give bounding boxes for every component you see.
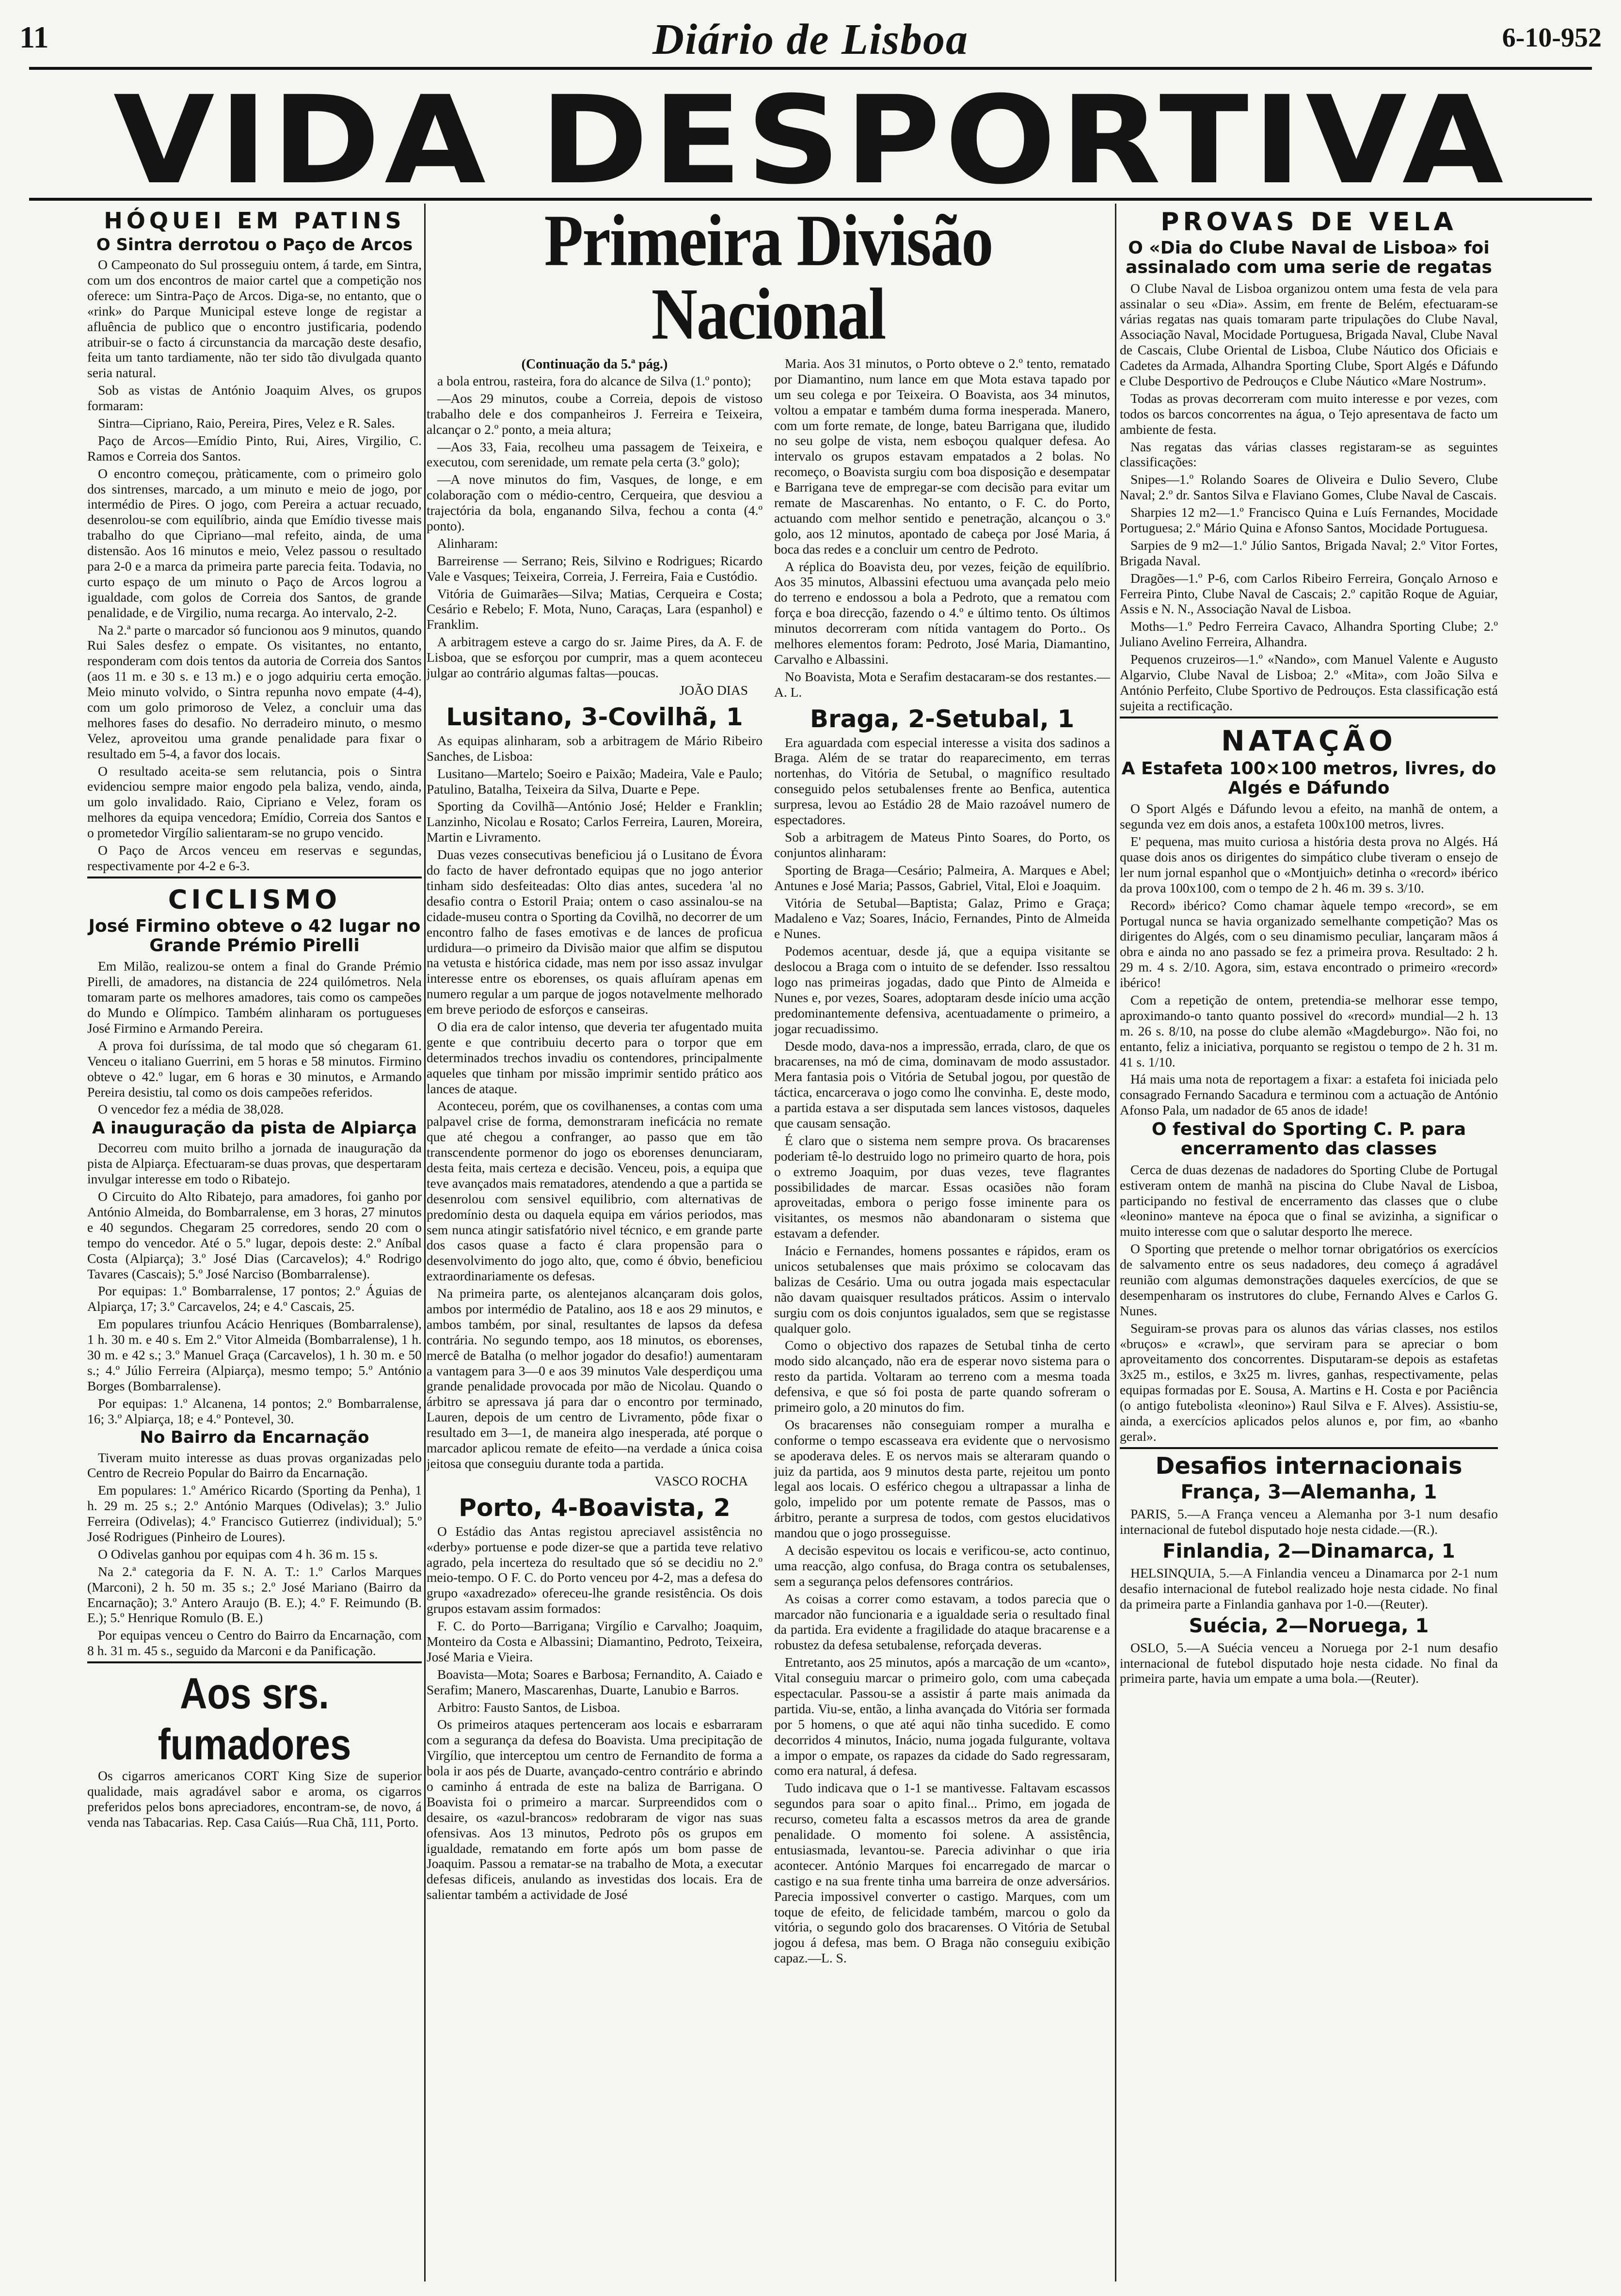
paragraph: O Paço de Arcos venceu em reservas e segundas, respectivamente por 4-2 e 6-3.	[87, 843, 422, 873]
paragraph: F. C. do Porto—Barrigana; Virgílio e Carvalho; Joaquim, Monteiro da Costa e Albassini; Diamantino, Pedroto, Teixeira, José Maria e Vieira.	[427, 1618, 763, 1664]
desafios-title: Desafios internacionais	[1155, 1452, 1462, 1480]
match-headline: Suécia, 2—Noruega, 1	[1189, 1614, 1429, 1637]
paragraph: Pequenos cruzeiros—1.º «Nando», com Manuel Valente e Augusto Algarvio, Clube Naval de Lisboa; 2.º «Mita», com João Silva e António Perfeito, Clube Sportivo de Pedrouços. Esta classificação está sujeita a rectificação.	[1120, 652, 1498, 713]
newspaper-name: Diário de Lisboa	[652, 16, 969, 64]
lusitano-headline: Lusitano, 3-Covilhã, 1	[446, 702, 743, 731]
paragraph: O resultado aceita-se sem relutancia, pois o Sintra evidenciou sempre maior engodo pela baliza, vendo, ainda, um golo invalidado. Raio, Cipriano e Velez, foram os melhores da equipa vencedora; Emídio, Correia dos Santos e o prometedor Virgílio salientaram-se no grupo vencido.	[87, 763, 422, 841]
paragraph: Record» ibérico? Como chamar àquele tempo «record», se em Portugal nunca se havia organizado semelhante competição? Mas os dirigentes do Algés, com o seu dinamismo peculiar, lançaram mãos á obra e ainda no ano passado se fez a primeira prova. Resultado: 2 h. 29 m. 4 s. 2/10. Agora, sim, estava encontrado o primeiro «record» ibérico!	[1120, 897, 1498, 990]
paragraph: A decisão espevitou os locais e verificou-se, acto continuo, uma reacção, algo confusa, do Braga contra os setubalenses, sem a segurança pelos defensores contrários.	[774, 1543, 1110, 1589]
natacao-headline: A Estafeta 100×100 metros, livres, do Algés e Dáfundo	[1121, 758, 1496, 798]
paragraph: Na primeira parte, os alentejanos alcançaram dois golos, ambos por intermédio de Patalino, aos 18 e aos 29 minutos, e ambos também, por sinal, resultantes de lapsos da defesa contrária. No segundo tempo, aos 18 minutos, os eborenses, mercê de Batalha (o melhor jogador do desafio!) aumentaram a vantagem para 3—0 e aos 39 minutos Vale desperdiçou uma grande penalidade provocada por mão de Nicolau. Quando o árbitro se apressava já para dar o encontro por terminado, Lauren, depois de um centro de Livramento, pôde fixar o resultado em 3—1, de maneira algo inesperada, até porque o marcador aplicou remate de efeito—na verdade a única coisa jeitosa que conseguiu durante toda a partida.	[427, 1286, 763, 1471]
continuation-note: (Continuação da 5.ª pág.)	[521, 357, 668, 372]
paragraph: Sporting da Covilhã—António José; Helder e Franklin; Lanzinho, Nicolau e Rosato; Carlos Ferreira, Lauren, Moreira, Martin e Livramento.	[427, 798, 763, 845]
paragraph: HELSINQUIA, 5.—A Finlandia venceu a Dinamarca por 2-1 num desafio internacional de futebol realizado hoje nesta cidade. No final da primeira parte a Finlandia ganhava por 1-0.—(Reuter).	[1120, 1565, 1498, 1611]
center-subcolumn-b	[774, 356, 1110, 1968]
paragraph: A réplica do Boavista deu, por vezes, feição de equilíbrio. Aos 35 minutos, Albassini efectuou uma avançada pelo meio do terreno e endossou a bola a Pedroto, que a rematou com força e boa direcção, fazendo o 4.º e último tento. Os últimos minutos decorreram com nítida vantagem do Porto.. Os melhores elementos foram: Pedroto, José Maria, Diamantino, Carvalho e Albassini.	[774, 558, 1110, 667]
paragraph: É claro que o sistema nem sempre prova. Os bracarenses poderiam tê-lo destruido logo no primeiro quarto de hora, pois o extremo Joaquim, por duas vezes, teve flagrantes possibilidades de marcar. Essas ocasiões não foram aproveitadas, embora o perigo fosse iminente para os visitantes, os mesmos não abandonaram o sistema que estavam a defender.	[774, 1132, 1110, 1241]
alpiarca-headline: A inauguração da pista de Alpiarça	[92, 1118, 417, 1138]
paragraph: Inácio e Fernandes, homens possantes e rápidos, eram os unicos setubalenses que mais próximo se colocavam das balizas de Cesário. Uma ou outra jogada mais espectacular não davam quaisquer resultados práticos. Assim o intervalo surgiu com os dois conjuntos igualados, sem que se registasse qualquer golo.	[774, 1243, 1110, 1336]
porto-headline: Porto, 4-Boavista, 2	[459, 1493, 731, 1522]
paragraph: Podemos acentuar, desde já, que a equipa visitante se deslocou a Braga com o intuito de se defender. Isso ressaltou logo nas primeiras jogadas, dado que Pinto de Almeida e Nunes e, por vezes, Soares, adoptaram desde início uma acção predominantemente defensiva, acentuadamente o primeiro, a jogar recuadissimo.	[774, 943, 1110, 1036]
paragraph: Na 2.ª parte o marcador só funcionou aos 9 minutos, quando Rui Sales desfez o empate. Os visitantes, no entanto, responderam com dois tentos da autoria de Correia dos Santos (aos 11 m. e 30 s. e 13 m.) e o jogo adquiriu certa emoção. Meio minuto volvido, o Sintra repunha novo empate (4-4), com um golo primoroso de Velez, a concluir uma das melhores fases do desafio. No derradeiro minuto, o mesmo Velez, aproveitou uma grande penalidade para fixar o resultado em 5-4, a favor dos locais.	[87, 622, 422, 761]
paragraph: Sintra—Cipriano, Raio, Pereira, Pires, Velez e R. Sales.	[98, 415, 395, 430]
paragraph: OSLO, 5.—A Suécia venceu a Noruega por 2-1 num desafio internacional de futebol disputado hoje nesta cidade. No final da primeira parte, havia um empate a uma bola.—(Reuter).	[1120, 1640, 1498, 1686]
issue-date: 6-10-952	[1502, 23, 1602, 53]
column-divider	[1115, 204, 1116, 2281]
paragraph: O encontro começou, pràticamente, com o primeiro golo dos sintrenses, marcado, a um minuto e meio de jogo, por intermédio de Pires. O jogo, com Pereira a actuar recuado, desenrolou-se com equilíbrio, ainda que Emídio tivesse mais trabalho do que Cipriano—mal refeito, ainda, de uma distensão. Aos 16 minutos e meio, Velez passou o resultado para 2-0 e a marca da primeira parte parecia feita. Todavia, no curto espaço de um minuto o Paço de Arcos logrou a igualdade, com golos de Correia dos Santos, de grande penalidade, e de Virgilio, numa recarga. Ao intervalo, 2-2.	[87, 465, 422, 620]
byline: JOÃO DIAS	[679, 682, 748, 698]
paragraph: Como o objectivo dos rapazes de Setubal tinha de certo modo sido alcançado, não era de esperar novo sistema para o resto da partida. Voltaram ao terreno com a mesma toada defensiva, e que só foi posta de parte quando sofreram o primeiro golo, a 20 minutos do fim.	[774, 1338, 1110, 1415]
paragraph: O Estádio das Antas registou apreciavel assistência no «derby» portuense e pode dizer-se que a partida teve relativo agrado, pela incerteza do resultado que só se decidiu no 2.º meio-tempo. O F. C. do Porto venceu por 4-2, mas a defesa do grupo «axadrezado» ofereceu-lhe grande resistência. Os dois grupos estavam assim formados:	[427, 1523, 763, 1616]
paragraph: Sarpies de 9 m2—1.º Júlio Santos, Brigada Naval; 2.º Vitor Fortes, Brigada Naval.	[1120, 537, 1498, 568]
column-divider	[424, 204, 426, 2281]
paragraph: Duas vezes consecutivas beneficiou já o Lusitano de Évora do facto de haver defrontado equipas que no jogo anterior tinham sido desfeiteadas: Olto dias antes, sucedera 'al no desafio contra o Estoril Praia; ontem o caso assinalou-se na cidade-museu contra o Sporting da Covilhã, no decorrer de um encontro falho de fases emotivas e de lances de proficua urdidura—o primeiro da Divisão maior que alfim se disputou na vetusta e histórica cidade, mas nem por isso assaz invulgar interesse entre os eborenses, os quais afluíram apenas em numero regular a um parque de jogos notavelmente melhorado em breve periodo de esforços e canseiras.	[427, 847, 763, 1017]
paragraph: Moths—1.º Pedro Ferreira Cavaco, Alhandra Sporting Clube; 2.º Juliano Avelino Ferreira, Alhandra.	[1120, 619, 1498, 650]
paragraph: Vitória de Guimarães—Silva; Matias, Cerqueira e Costa; Cesário e Rebelo; F. Mota, Nuno, Caraças, Lara (espanhol) e Franklim.	[427, 586, 763, 632]
paragraph: —A nove minutos do fim, Vasques, de longe, e em colaboração com o médio-centro, Cerqueira, que desviou a trajectória da bola, enganando Silva, fechou a conta (4.º ponto).	[427, 472, 763, 534]
paragraph: Por equipas venceu o Centro do Bairro da Encarnação, com 8 h. 31 m. 45 s., seguido da Marconi e da Panificação.	[87, 1627, 422, 1658]
paragraph: Era aguardada com especial interesse a visita dos sadinos a Braga. Além de se tratar do reaparecimento, em terras nortenhas, do Vitória de Setubal, o magnífico resultado conseguido pelos setubalenses frente ao Benfica, autentica surpresa, levou ao Estádio 28 de Maio razoável numero de espectadores.	[774, 734, 1110, 828]
paragraph: Sporting de Braga—Cesário; Palmeira, A. Marques e Abel; Antunes e José Maria; Passos, Gabriel, Vital, Eloi e Joaquim.	[774, 862, 1110, 893]
paragraph: Decorreu com muito brilho a jornada de inauguração da pista de Alpiarça. Efectuaram-se duas provas, que despertaram invulgar interesse em todo o Ribatejo.	[87, 1140, 422, 1187]
left-column	[87, 204, 422, 2281]
paragraph: Tiveram muito interesse as duas provas organizadas pelo Centro de Recreio Popular do Bairro da Encarnação.	[87, 1450, 422, 1481]
paragraph: Os bracarenses não conseguiam romper a muralha e conforme o tempo escasseava era evidente que o nervosismo se apoderava deles. E os nervos mais se alteraram quando o juiz da partida, aos 9 minutos desta parte, rejeitou um ponto legal aos locais. O esférico chegou a ultrapassar a linha de golo, impelido por um potente remate de Passos, mas o árbitro, perante a surpresa de todos, com gestos elucidativos mandou que o jogo prosseguisse.	[774, 1417, 1110, 1541]
paragraph: A arbitragem esteve a cargo do sr. Jaime Pires, da A. F. de Lisboa, que se esforçou por cumprir, mas a quem aconteceu julgar ao contrário algumas faltas—poucas.	[427, 634, 763, 681]
ad-text: Os cigarros americanos CORT King Size de superior qualidade, mais agradável sabor e aroma, os cigarros preferidos pelos bons apreciadores, encontram-se, de novo, á venda nas Tabacarias. Rep. Casa Caiús—Rua Chã, 111, Porto.	[87, 1768, 422, 1830]
paragraph: Snipes—1.º Rolando Soares de Oliveira e Dulio Severo, Clube Naval; 2.º dr. Santos Silva e Flaviano Gomes, Clube Naval de Cascais.	[1120, 472, 1498, 503]
paragraph: As equipas alinharam, sob a arbitragem de Mário Ribeiro Sanches, de Lisboa:	[427, 733, 763, 764]
paragraph: O Circuito do Alto Ribatejo, para amadores, foi ganho por António Almeida, do Bombarralense, em 3 horas, 27 minutos e 40 segundos. Chegaram 25 corredores, sendo 20 com o tempo do vencedor. Até o 5.º lugar, depois deste: 2.º Aníbal Costa (Alpiarça); 3.º José Dias (Carcavelos); 4.º Rodrigo Tavares (Cascais); 5.º José Narciso (Bombarralense).	[87, 1189, 422, 1281]
paragraph: Seguiram-se provas para os alunos das várias classes, nos estilos «bruços» e «crawl», que serviram para se apreciar o bom aproveitamento dos concorrentes. Disputaram-se depois as estafetas 3x25 m., estilos, e 3x25 m. livres, ganhas, respectivamente, pelas equipas formadas por E. Sousa, A. Martins e H. Costa e por Paciência (o antigo futebolista «leonino») Raul Silva e F. Alves). Assistiu-se, ainda, a exercícios aplicados pelos alunos e, por fim, ao «banho geral».	[1120, 1320, 1498, 1444]
sporting-festival-headline: O festival do Sporting C. P. para encerramento das classes	[1151, 1119, 1466, 1159]
paragraph: E' pequena, mas muito curiosa a história desta prova no Algés. Há quase dois anos os dirigentes do simpático clube tiveram o ensejo de ler num jornal espanhol que o «Montjuich» detinha o «record» ibérico da prova 100x100, com o tempo de 2 h. 46 m. 39 s. 3/10.	[1120, 834, 1498, 895]
paragraph: Alinharam:	[437, 535, 498, 551]
paragraph: —Aos 29 minutos, coube a Correia, depois de vistoso trabalho dele e dos companheiros J. Ferreira e Teixeira, alcançar o 2.º ponto, a meia altura;	[427, 390, 763, 437]
paragraph: Por equipas: 1.º Bombarralense, 17 pontos; 2.º Águias de Alpiarça, 17; 3.º Carcavelos, 24; e 4.º Cascais, 25.	[87, 1283, 422, 1314]
paragraph: a bola entrou, rasteira, fora do alcance de Silva (1.º ponto);	[437, 373, 751, 388]
center-column	[427, 204, 1110, 2281]
paragraph: O Clube Naval de Lisboa organizou ontem uma festa de vela para assinalar o seu «Dia». Assim, em frente de Belém, efectuaram-se várias regatas nas quais tomaram parte tripulações do Clube Naval, Associação Naval, Mocidade Portuguesa, Brigada Naval, Clube Naval de Cascais, Clube Oriental de Lisboa, Clube Náutico dos Oficiais e Cadetes da Armada, Alhandra Sporting Clube, Sport Algés e Dáfundo e Clube Desportivo de Pedrouços e Clube Náutico «Mare Nostrum».	[1120, 280, 1498, 388]
paragraph: Nas regatas das várias classes registaram-se as seguintes classificações:	[1120, 439, 1498, 470]
paragraph: Na 2.ª categoria da F. N. A. T.: 1.º Carlos Marques (Marconi), 2 h. 50 m. 35 s.; 2.º José Mariano (Bairro da Encarnação); 3.º Antero Araujo (B. E.); 4.º F. Reimundo (B. E.); 5.º Henrique Romulo (B. E.)	[87, 1563, 422, 1626]
paragraph: Boavista—Mota; Soares e Barbosa; Fernandito, A. Caiado e Serafim; Manero, Mascarenhas, Duarte, Lanubio e Barros.	[427, 1666, 763, 1697]
paragraph: PARIS, 5.—A França venceu a Alemanha por 3-1 num desafio internacional de futebol disputado hoje nesta cidade.—(R.).	[1120, 1506, 1498, 1537]
paragraph: Sob a arbitragem de Mateus Pinto Soares, do Porto, os conjuntos alinharam:	[774, 829, 1110, 860]
paragraph: O Sporting que pretende o melhor tornar obrigatórios os exercícios de salvamento entre os seus nadadores, deu começo á agradável reunião com algumas demonstrações daqueles exercícios, de que se desempenharam os instrutores do clube, Fernando Alves e Carlos G. Nunes.	[1120, 1241, 1498, 1318]
masthead	[19, 15, 1602, 64]
paragraph: Em populares: 1.º Américo Ricardo (Sporting da Penha), 1 h. 29 m. 25 s.; 2.º António Marques (Odivelas); 3.º Julio Ferreira (Odivelas); 4.º Francisco Gutierrez (individual); 5.º José Rodrigues (Pinheiro de Loures).	[87, 1483, 422, 1544]
paragraph: —Aos 33, Faia, recolheu uma passagem de Teixeira, e executou, com serenidade, um remate pela certa (3.º golo);	[427, 439, 763, 470]
match-headline: França, 3—Alemanha, 1	[1180, 1481, 1437, 1504]
paragraph: As coisas a correr como estavam, a todos parecia que o marcador não funcionaria e a igualdade seria o resultado final da partida. Era evidente a fragilidade do ataque bracarense e a robustez da defesa setubalense, reforçada deveras.	[774, 1591, 1110, 1653]
paragraph: Sob as vistas de António Joaquim Alves, os grupos formaram:	[87, 383, 422, 414]
paragraph: Em Milão, realizou-se ontem a final do Grande Prémio Pirelli, de amadores, na distancia de 224 quilómetros. Nela tomaram parte os melhores amadores, tais como os campeões do Mundo e Olímpico. Também alinharam os portugueses José Firmino e Armando Pereira.	[87, 958, 422, 1036]
ciclismo-section-title: CICLISMO	[168, 884, 341, 915]
paragraph: Vitória de Setubal—Baptista; Galaz, Primo e Graça; Madaleno e Vaz; Soares, Inácio, Fernandes, Pinto de Almeida e Nunes.	[774, 895, 1110, 941]
page-number: 11	[19, 20, 49, 54]
paragraph: Todas as provas decorreram com muito interesse e por vezes, com todos os barcos concorrentes na água, o Tejo apresentava de facto um ambiente de festa.	[1120, 390, 1498, 437]
hoquei-article	[87, 257, 422, 874]
paragraph: O Sport Algés e Dáfundo levou a efeito, na manhã de ontem, a segunda vez em dois anos, a estafeta 100x100 metros, livres.	[1120, 801, 1498, 832]
section-banner: VIDA DESPORTIVA	[113, 70, 1508, 211]
paragraph: Os primeiros ataques pertenceram aos locais e esbarraram com a segurança da defesa do Boavista. Uma precipitação de Virgílio, que interceptou um centro de Fernandito de forma a bola ir aos pés de Duarte, avançado-centro contrário e abrindo o caminho á entrada de este na baliza de Barrigana. O Boavista foi o primeiro a marcar. Surpreendidos com o desaire, os «azul-brancos» redobraram de vigor nas suas ofensivas. Aos 13 minutos, Pedroto pôs os grupos em igualdade, rematando em forte após um bom passe de Joaquim. Passou a rematar-se na trabalho de Mota, a executar defesas dificeis, anulando as investidas dos locais. Era de salientar também a actividade de José	[427, 1717, 763, 1902]
ad-title: Aos srs. fumadores	[158, 1669, 351, 1769]
vela-section-title: PROVAS DE VELA	[1160, 207, 1457, 237]
paragraph: Paço de Arcos—Emídio Pinto, Rui, Aires, Virgilio, C. Ramos e Correia dos Santos.	[87, 432, 422, 463]
paragraph: Sharpies 12 m2—1.º Francisco Quina e Luís Fernandes, Mocidade Portuguesa; 2.º Mário Quina e Afonso Santos, Mocidade Portuguesa.	[1120, 505, 1498, 535]
paragraph: Há mais uma nota de reportagem a fixar: a estafeta foi iniciada pelo consagrado Fernando Sacadura e terminou com a actuação de António Afonso Pala, um nadador de 65 anos de idade!	[1120, 1071, 1498, 1118]
natacao-section-title: NATAÇÃO	[1221, 724, 1397, 757]
paragraph: Barreirense — Serrano; Reis, Silvino e Rodrigues; Ricardo Vale e Vasques; Teixeira, Correia, J. Ferreira, Faia e Custódio.	[427, 553, 763, 584]
paragraph: Por equipas: 1.º Alcanena, 14 pontos; 2.º Bombarralense, 16; 3.º Alpiarça, 18; e 4.º Pontevel, 30.	[87, 1395, 422, 1426]
right-column	[1120, 204, 1498, 2281]
paragraph: O dia era de calor intenso, que deveria ter afugentado muita gente e que contribuiu decerto para o torpor que em determinados trechos invadiu os contendores, principalmente aqueles que tinham por missão imprimir sentido prático aos lances de ataque.	[427, 1019, 763, 1096]
paragraph: Cerca de duas dezenas de nadadores do Sporting Clube de Portugal estiveram ontem de manhã na piscina do Clube Naval de Lisboa, participando no festival de encerramento das classes que o clube «leonino» manteve na época que o final se avizinha, a significar o muito interesse com que o salutar desporto lhe merece.	[1120, 1162, 1498, 1239]
paragraph: Dragões—1.º P-6, com Carlos Ribeiro Ferreira, Gonçalo Arnoso e Ferreira Pinto, Clube Naval de Cascais; 2.º capitão Roque de Aguiar, Assis e N. N., Associação Naval de Lisboa.	[1120, 570, 1498, 617]
paragraph: O vencedor fez a média de 38,028.	[98, 1101, 284, 1117]
primeira-divisao-title: Primeira Divisão Nacional	[544, 204, 993, 355]
paragraph: Maria. Aos 31 minutos, o Porto obteve o 2.º tento, rematado por Diamantino, num lance em que Mota estava tapado por um seu colega e por Teixeira. O Boavista, aos 34 minutos, voltou a empatar e também duma forma inesperada. Manero, com um forte remate, de longe, bateu Barrigana que, iludido no seu golpe de vista, nem esboçou qualquer defesa. Ao intervalo os grupos estavam empatados a 2 bolas. No recomeço, o Boavista surgiu com boa disposição e desempatar e Barrigana teve de empregar-se com decisão para evitar um remate de Mascarenhas. No entanto, o F. C. do Porto, actuando com melhor sentido e penetração, alcançou o 3.º golo, aos 12 minutos, apontado de cabeça por José Maria, á boca das redes e a concluir um centro de Pedroto.	[774, 356, 1110, 557]
hoquei-headline: O Sintra derrotou o Paço de Arcos	[96, 235, 413, 255]
encarnacao-headline: No Bairro da Encarnação	[140, 1428, 369, 1448]
paragraph: Aconteceu, porém, que os covilhanenses, a contas com uma palpavel crise de forma, demonstraram ineficácia no remate que até chegou a confranger, ao passo que em tão transcendente pormenor do jogo os eborenses denunciaram, desta feita, mais certeza e decisão. Venceu, pois, a equipa que teve avançados mais rematadores, atendendo a que a partida se desenrolou com sensivel equilibrio, com alternativas de predomínio desta ou daquela equipa em vários periodos, mas sem nunca atingir satisfatório nivel técnico, e em grande parte dos casos quase a facto é clara propensão para o desenvolvimento do jogo alto, que, como é óbvio, beneficiou extraordinariamente os defesas.	[427, 1098, 763, 1284]
center-subcolumn-a	[427, 356, 763, 1968]
byline: VASCO ROCHA	[654, 1473, 748, 1488]
paragraph: O Odivelas ganhou por equipas com 4 h. 36 m. 15 s.	[98, 1546, 378, 1562]
ciclismo-headline: José Firmino obteve o 42 lugar no Grande Prémio Pirelli	[88, 916, 421, 956]
braga-headline: Braga, 2-Setubal, 1	[810, 704, 1075, 733]
vela-headline: O «Dia do Clube Naval de Lisboa» foi assinalado com uma serie de regatas	[1126, 238, 1492, 278]
paragraph: O Campeonato do Sul prosseguiu ontem, á tarde, em Sintra, com um dos encontros de maior cartel que a competição nos oferece: um Sintra-Paço de Arcos. Diga-se, no entanto, que o «rink» do Parque Municipal esteve longe de registar a afluência de publico que o encontro justificaria, podendo atribuir-se o facto á circunstancia da marcação deste desafio, feita um tanto tardiamente, não ter sido tão divulgada quanto seria natural.	[87, 257, 422, 381]
match-headline: Finlandia, 2—Dinamarca, 1	[1162, 1540, 1455, 1563]
paragraph: Lusitano—Martelo; Soeiro e Paixão; Madeira, Vale e Paulo; Patulino, Batalha, Teixeira da Silva, Duarte e Pepe.	[427, 765, 763, 797]
paragraph: No Boavista, Mota e Serafim destacaram-se dos restantes.—A. L.	[774, 669, 1110, 700]
paragraph: Com a repetição de ontem, pretendia-se melhorar esse tempo, aproximando-o tanto quanto possivel do «record» mundial—2 h. 13 m. 26 s. 8/10, na posse do clube alemão «Magdeburgo». Não foi, no entanto, feliz a iniciativa, porquanto se registou o tempo de 2 h. 31 m. 41 s. 1/10.	[1120, 992, 1498, 1069]
paragraph: Desde modo, dava-nos a impressão, errada, claro, de que os bracarenses, na mó de cima, dominavam de modo assustador. Mera fantasia pois o Vitória de Setubal jogou, por questão de táctica, encarcerava o jogo como lhe convinha. E, deste modo, a partida estava a ser disputada sem lances vistosos, daqueles que causam sensação.	[774, 1038, 1110, 1131]
paragraph: Arbitro: Fausto Santos, de Lisboa.	[437, 1699, 620, 1715]
paragraph: Entretanto, aos 25 minutos, após a marcação de um «canto», Vital conseguiu marcar o primeiro golo, com uma cabeçada espectacular. Passou-se a assistir á parte mais animada da partida. Viu-se, então, a linha avançada do Vitória ser formada por 5 homens, o que até aqui não tinha sucedido. E como decorridos 4 minutos, Inácio, numa jogada fulgurante, voltava a impor o empate, os rapazes da cidade do Sado regressaram, como era natural, á defesa.	[774, 1655, 1110, 1778]
banner-rule	[29, 198, 1592, 201]
hoquei-section-title: HÓQUEI EM PATINS	[104, 207, 405, 234]
paragraph: Tudo indicava que o 1-1 se mantivesse. Faltavam escassos segundos para soar o apito final... Primo, em jogada de recurso, cometeu falta a escassos metros da area de grande penalidade. O momento foi solene. A assistência, entusiasmada, levantou-se. Parecia adivinhar o que iria acontecer. António Marques foi encarregado de marcar o castigo e na sua frente tinha uma barreira de onze adversários. Parecia impossivel converter o castigo. Marques, com um toque de efeito, de felicidade também, marcou o golo da vitória, o segundo golo dos bracarenses. O Vitória de Setubal jogou á defesa, mas bem. O Braga não conseguiu exibição capaz.—L. S.	[774, 1780, 1110, 1966]
paragraph: A prova foi duríssima, de tal modo que só chegaram 61. Venceu o italiano Guerrini, em 5 horas e 58 minutos. Firmino obteve o 42.º lugar, em 6 horas e 30 minutos, e Armando Pereira desistiu, tal como os dois campeões referidos.	[87, 1037, 422, 1100]
paragraph: Em populares triunfou Acácio Henriques (Bombarralense), 1 h. 30 m. e 40 s. Em 2.º Vitor Almeida (Bombarralense), 1 h. 30 m. e 42 s.; 3.º Manuel Graça (Carcavelos), 1 h. 30 m. e 50 s.; 4.º Júlio Ferreira (Alpiarça), mesmo tempo; 5.º António Borges (Bombarralense).	[87, 1316, 422, 1393]
